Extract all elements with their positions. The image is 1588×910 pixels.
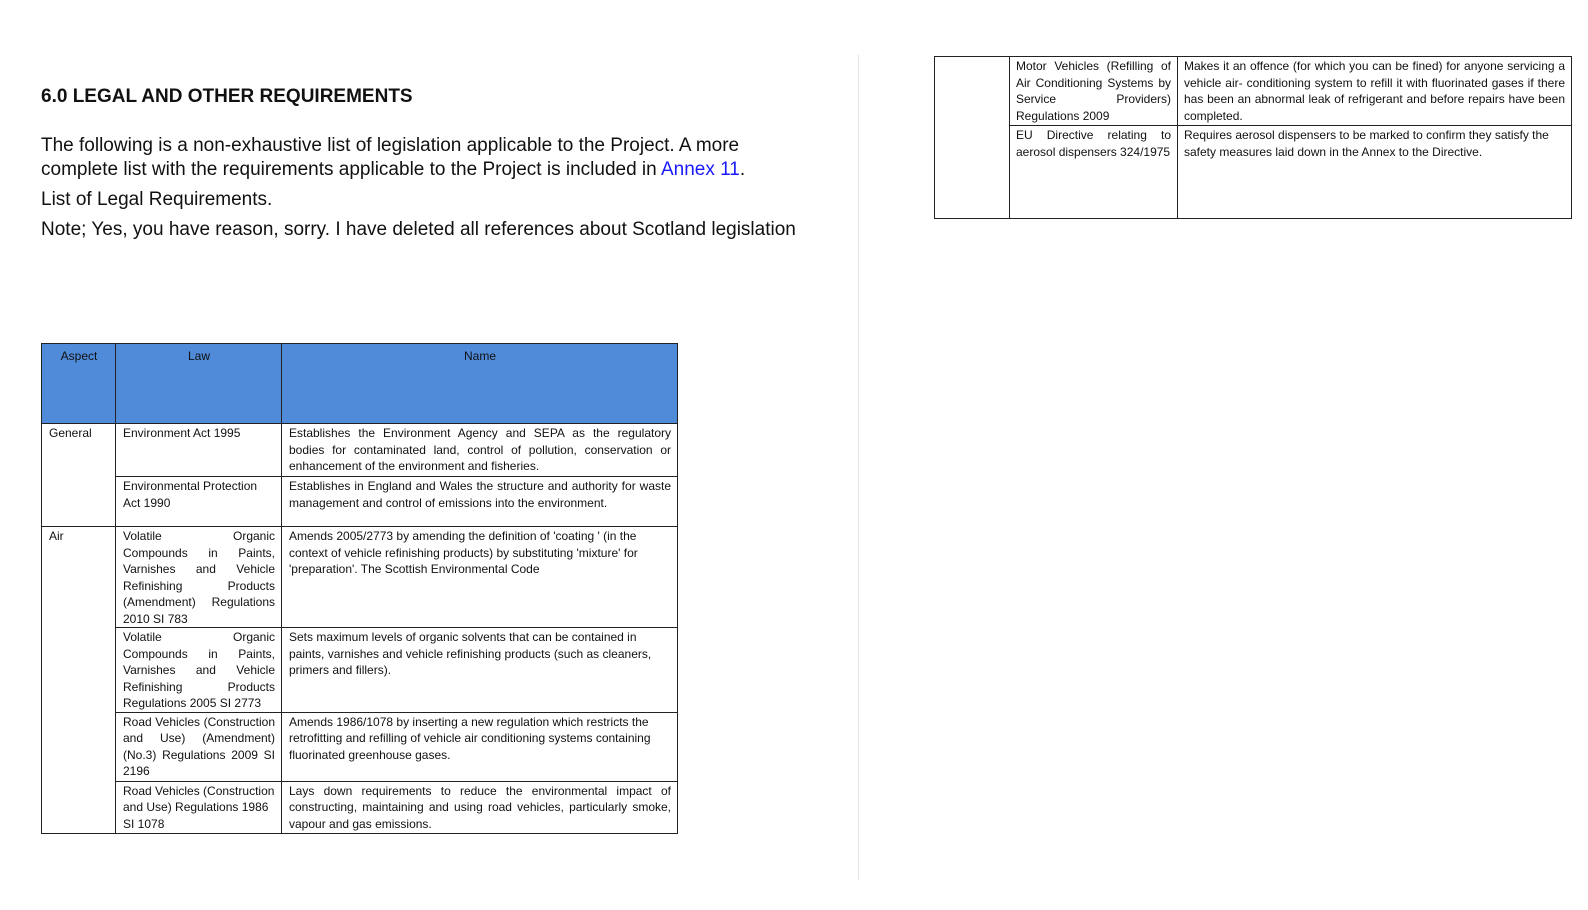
aspect-cell: General: [42, 424, 116, 477]
name-cell: Makes it an offence (for which you can be fined) for anyone servicing a vehicle air- conditioning system to refill it with fluorinated gases if there has been an abnormal leak of refrigerant and before repairs have been completed.: [1178, 57, 1572, 126]
page-divider: [858, 55, 859, 880]
law-cell: Environment Act 1995: [116, 424, 282, 477]
intro-text: The following is a non-exhaustive list of legislation applicable to the Project. A more complete list with the requirements applicable to the Project is included in: [41, 135, 740, 180]
list-title: List of Legal Requirements.: [41, 189, 273, 210]
continuation-table: [934, 56, 1572, 219]
aspect-cell: Air: [42, 527, 116, 628]
aspect-cell: [42, 628, 116, 713]
intro-text-end: .: [739, 159, 746, 180]
table-header-row: [42, 344, 678, 424]
header-aspect: Aspect: [42, 344, 116, 424]
name-cell: Establishes the Environment Agency and SEPA as the regulatory bodies for contaminated land, control of pollution, conservation or enhancement of the environment and fisheries.: [282, 424, 678, 477]
law-cell: Environmental Protection Act 1990: [116, 477, 282, 527]
aspect-cell: [42, 477, 116, 527]
annex-link[interactable]: Annex 11: [660, 159, 740, 180]
name-cell: Requires aerosol dispensers to be marked to confirm they satisfy the safety measures laid down in the Annex to the Directive.: [1178, 126, 1572, 219]
name-cell: Establishes in England and Wales the structure and authority for waste management and control of emissions into the environment.: [282, 477, 678, 527]
table-row: [42, 424, 678, 477]
legal-requirements-table: [41, 343, 678, 834]
name-cell: Amends 1986/1078 by inserting a new regulation which restricts the retrofitting and refilling of vehicle air conditioning systems containing fluorinated greenhouse gases.: [282, 712, 678, 781]
law-cell: Volatile Organic Compounds in Paints, Varnishes and Vehicle Refinishing Products (Amendment) Regulations 2010 SI 783: [116, 527, 282, 628]
aspect-cell: [42, 712, 116, 781]
table-row: [42, 628, 678, 713]
table-row: [42, 712, 678, 781]
law-cell: Road Vehicles (Construction and Use) (Amendment) (No.3) Regulations 2009 SI 2196: [116, 712, 282, 781]
note-paragraph: Note; Yes, you have reason, sorry. I have deleted all references about Scotland legislation: [41, 219, 796, 240]
name-cell: Sets maximum levels of organic solvents that can be contained in paints, varnishes and vehicle refinishing products (such as cleaners, primers and fillers).: [282, 628, 678, 713]
section-heading: 6.0 LEGAL AND OTHER REQUIREMENTS: [41, 86, 413, 107]
table-row: [42, 477, 678, 527]
header-law: Law: [116, 344, 282, 424]
aspect-cell: [42, 781, 116, 833]
law-cell: EU Directive relating to aerosol dispensers 324/1975: [1010, 126, 1178, 219]
intro-paragraph: [41, 134, 821, 182]
table-row: [42, 781, 678, 833]
aspect-cell: [935, 126, 1010, 219]
header-name: Name: [282, 344, 678, 424]
table-row: [935, 126, 1572, 219]
table-row: [935, 57, 1572, 126]
law-cell: Volatile Organic Compounds in Paints, Varnishes and Vehicle Refinishing Products Regulations 2005 SI 2773: [116, 628, 282, 713]
name-cell: Lays down requirements to reduce the environmental impact of constructing, maintaining and using road vehicles, particularly smoke, vapour and gas emissions.: [282, 781, 678, 833]
aspect-cell: [935, 57, 1010, 126]
left-page: [41, 86, 821, 248]
name-cell: Amends 2005/2773 by amending the definition of 'coating ' (in the context of vehicle refinishing products) by substituting 'mixture' for 'preparation'. The Scottish Environmental Code: [282, 527, 678, 628]
law-cell: Motor Vehicles (Refilling of Air Conditioning Systems by Service Providers) Regulations 2009: [1010, 57, 1178, 126]
law-cell: Road Vehicles (Construction and Use) Regulations 1986 SI 1078: [116, 781, 282, 833]
table-row: [42, 527, 678, 628]
